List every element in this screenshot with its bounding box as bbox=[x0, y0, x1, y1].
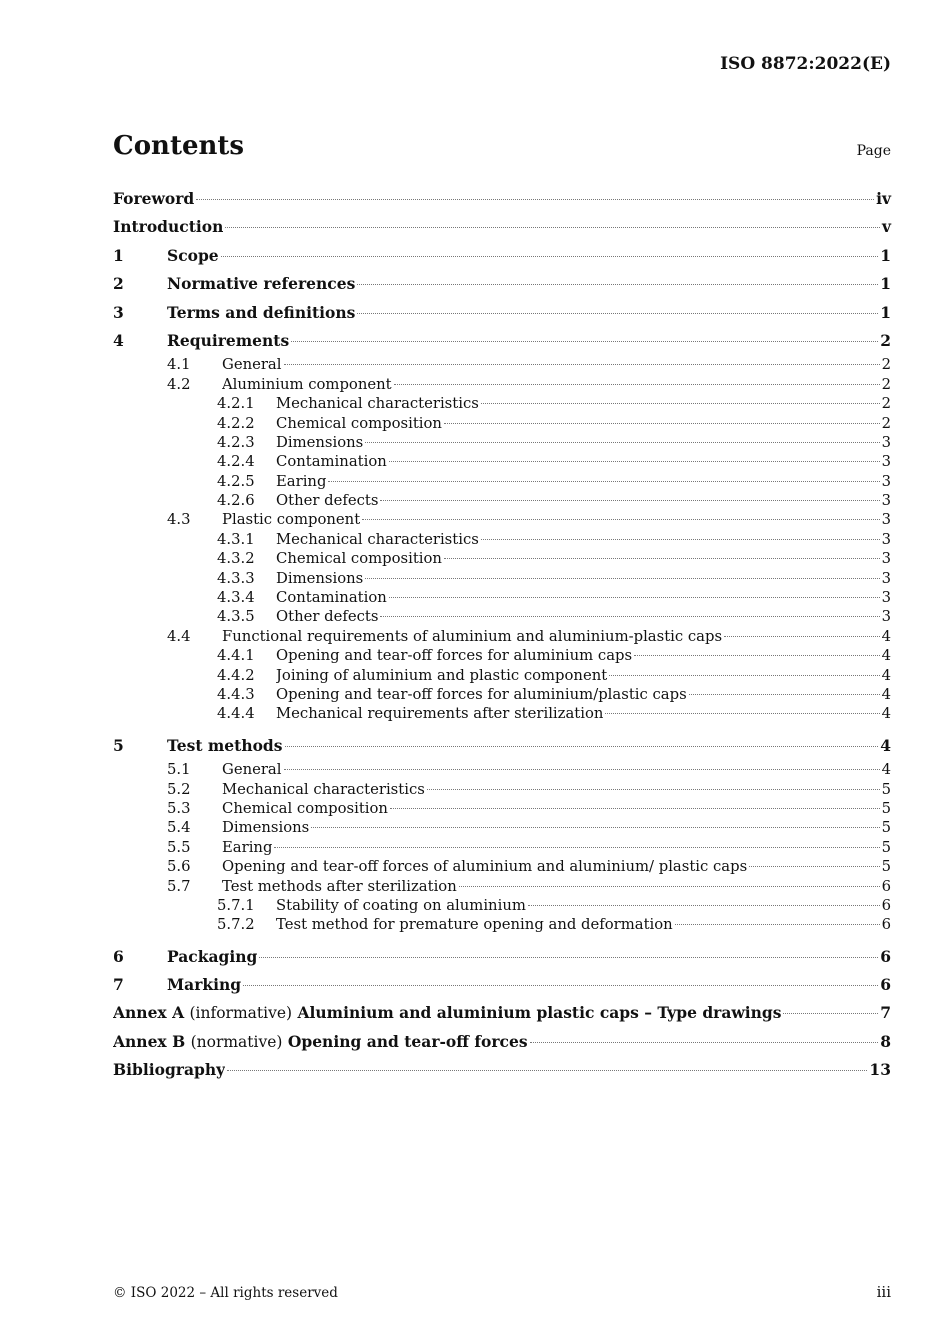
toc-entry[interactable] bbox=[113, 510, 891, 529]
toc-entry-page: 4 bbox=[881, 761, 891, 779]
dot-leader bbox=[605, 713, 879, 714]
toc-entry-number: 4.2.3 bbox=[217, 433, 255, 451]
dot-leader bbox=[783, 1013, 878, 1014]
document-id: ISO 8872:2022(E) bbox=[720, 54, 891, 74]
toc-entry-number: 4.2.4 bbox=[217, 453, 255, 471]
dot-leader bbox=[380, 616, 879, 617]
toc-entry[interactable] bbox=[113, 999, 891, 1027]
toc-entry-page: 3 bbox=[881, 453, 891, 471]
toc-entry[interactable] bbox=[113, 838, 891, 857]
toc-entry-page: 5 bbox=[881, 799, 891, 817]
annex-type-note: (normative) bbox=[190, 1032, 283, 1051]
toc-entry-title: Marking bbox=[167, 975, 242, 995]
toc-entry-page: 4 bbox=[881, 666, 891, 684]
toc-entry-title: General bbox=[222, 356, 282, 374]
toc-entry-page: 4 bbox=[881, 647, 891, 665]
dot-leader bbox=[328, 481, 879, 482]
toc-entry-title: Contamination bbox=[276, 589, 387, 607]
dot-leader bbox=[365, 578, 879, 579]
toc-entry-title: Mechanical characteristics bbox=[276, 530, 479, 548]
toc-entry-number: 4.4.3 bbox=[217, 685, 255, 703]
dot-leader bbox=[528, 905, 880, 906]
toc-entry-page: 3 bbox=[881, 433, 891, 451]
toc-entry-title: Joining of aluminium and plastic component bbox=[276, 666, 608, 684]
dot-leader bbox=[389, 597, 880, 598]
toc-entry-title: Test methods bbox=[167, 735, 283, 755]
toc-entry-page: 4 bbox=[881, 685, 891, 703]
toc-entry-number: 4.4.4 bbox=[217, 705, 255, 723]
copyright-notice: © ISO 2022 – All rights reserved bbox=[113, 1285, 338, 1301]
toc-entry-title: General bbox=[222, 761, 282, 779]
toc-entry-title: Dimensions bbox=[276, 569, 364, 587]
toc-entry-number: 4.4 bbox=[167, 627, 191, 645]
toc-entry[interactable] bbox=[113, 394, 891, 413]
dot-leader bbox=[724, 636, 880, 637]
toc-entry-title: Functional requirements of aluminium and aluminium-plastic caps bbox=[222, 627, 723, 645]
toc-entry-title: Mechanical requirements after sterilization bbox=[276, 705, 604, 723]
toc-entry[interactable] bbox=[113, 607, 891, 626]
toc-entry[interactable] bbox=[113, 270, 891, 298]
toc-entry[interactable] bbox=[113, 685, 891, 704]
toc-entry-page: 6 bbox=[880, 946, 891, 966]
toc-entry-page: 6 bbox=[881, 916, 891, 934]
toc-entry-title: Normative references bbox=[167, 274, 356, 294]
dot-leader bbox=[530, 1042, 879, 1043]
toc-entry[interactable] bbox=[113, 242, 891, 270]
toc-entry[interactable] bbox=[113, 452, 891, 471]
toc-entry-number: 5.7 bbox=[167, 877, 191, 895]
toc-entry-title: Stability of coating on aluminium bbox=[276, 896, 526, 914]
dot-leader bbox=[259, 957, 878, 958]
dot-leader bbox=[284, 769, 880, 770]
toc-entry[interactable] bbox=[113, 627, 891, 646]
toc-entry-page: 2 bbox=[880, 330, 891, 350]
toc-entry[interactable] bbox=[113, 569, 891, 588]
toc-entry[interactable] bbox=[113, 530, 891, 549]
toc-entry[interactable] bbox=[113, 943, 891, 971]
toc-entry[interactable] bbox=[113, 818, 891, 837]
toc-entry[interactable] bbox=[113, 1028, 891, 1056]
dot-leader bbox=[365, 442, 879, 443]
toc-entry-number: 4.4.2 bbox=[217, 666, 255, 684]
toc-entry[interactable] bbox=[113, 375, 891, 394]
toc-entry-page: 5 bbox=[881, 819, 891, 837]
toc-entry[interactable] bbox=[113, 433, 891, 452]
dot-leader bbox=[196, 199, 874, 200]
toc-entry-number: 4.3.4 bbox=[217, 589, 255, 607]
annex-title: Aluminium and aluminium plastic caps – Type drawings bbox=[297, 1003, 782, 1023]
toc-entry-number: 5.6 bbox=[167, 858, 191, 876]
toc-entry-number: 4.3.1 bbox=[217, 530, 255, 548]
toc-entry-title: Bibliography bbox=[113, 1060, 226, 1080]
toc-entry[interactable] bbox=[113, 1056, 891, 1084]
toc-entry-page: 3 bbox=[881, 530, 891, 548]
toc-entry[interactable] bbox=[113, 732, 891, 760]
dot-leader bbox=[427, 789, 880, 790]
dot-leader bbox=[459, 886, 880, 887]
toc-entry[interactable] bbox=[113, 896, 891, 915]
toc-entry-title: Test methods after sterilization bbox=[222, 877, 457, 895]
toc-entry-page: 3 bbox=[881, 608, 891, 626]
annex-title: Opening and tear-off forces bbox=[287, 1031, 528, 1051]
toc-entry[interactable] bbox=[113, 704, 891, 723]
toc-entry[interactable] bbox=[113, 588, 891, 607]
dot-leader bbox=[444, 558, 880, 559]
toc-entry-number: 4.2.1 bbox=[217, 395, 255, 413]
toc-entry-title: Foreword bbox=[113, 189, 195, 208]
toc-entry-page: 6 bbox=[880, 975, 891, 995]
toc-entry-page: 1 bbox=[880, 274, 891, 294]
toc-entry-page: 2 bbox=[881, 414, 891, 432]
toc-entry-page: 2 bbox=[881, 375, 891, 393]
toc-entry-title: Dimensions bbox=[222, 819, 310, 837]
toc-entry-page: 3 bbox=[881, 550, 891, 568]
toc-entry-page: 6 bbox=[881, 896, 891, 914]
toc-entry-page: iv bbox=[876, 189, 891, 208]
toc-entry[interactable] bbox=[113, 915, 891, 934]
toc-entry-page: 13 bbox=[869, 1060, 891, 1080]
toc-entry[interactable] bbox=[113, 491, 891, 510]
dot-leader bbox=[444, 423, 880, 424]
toc-entry-number: 5 bbox=[113, 735, 124, 755]
dot-leader bbox=[749, 866, 879, 867]
toc-entry-page: v bbox=[881, 217, 891, 237]
dot-leader bbox=[357, 284, 878, 285]
toc-entry-title: Introduction bbox=[113, 217, 224, 237]
toc-entry-title: Packaging bbox=[167, 946, 258, 966]
toc-entry-title: Terms and definitions bbox=[167, 302, 356, 322]
dot-leader bbox=[394, 384, 880, 385]
toc-entry-number: 5.3 bbox=[167, 799, 191, 817]
toc-entry-title: Mechanical characteristics bbox=[222, 780, 425, 798]
toc-entry-number: 5.5 bbox=[167, 838, 191, 856]
dot-leader bbox=[274, 847, 879, 848]
toc-entry-page: 8 bbox=[880, 1031, 891, 1051]
toc-entry-title: Dimensions bbox=[276, 433, 364, 451]
toc-entry-page: 3 bbox=[881, 492, 891, 510]
toc-entry[interactable] bbox=[113, 760, 891, 779]
toc-entry-page: 5 bbox=[881, 858, 891, 876]
toc-entry-page: 1 bbox=[880, 245, 891, 265]
toc-entry-page: 6 bbox=[881, 877, 891, 895]
toc-entry-title: Opening and tear-off forces for aluminium/plastic caps bbox=[276, 685, 687, 703]
dot-leader bbox=[357, 313, 878, 314]
toc-entry-title bbox=[113, 1028, 528, 1056]
toc-entry-number: 4.2.2 bbox=[217, 414, 255, 432]
dot-leader bbox=[221, 256, 879, 257]
toc-entry-title: Scope bbox=[167, 245, 219, 265]
dot-leader bbox=[481, 539, 880, 540]
toc-entry-page: 3 bbox=[881, 511, 891, 529]
toc-entry-title: Other defects bbox=[276, 608, 379, 626]
toc-entry-page: 1 bbox=[880, 302, 891, 322]
dot-leader bbox=[380, 500, 879, 501]
toc-entry-title: Opening and tear-off forces for aluminium caps bbox=[276, 647, 633, 665]
toc-entry-title: Chemical composition bbox=[276, 550, 442, 568]
toc-entry-title: Chemical composition bbox=[222, 799, 388, 817]
toc-entry-title: Earing bbox=[276, 472, 327, 490]
annex-label: Annex B bbox=[113, 1031, 186, 1051]
toc-entry-title: Contamination bbox=[276, 453, 387, 471]
toc-entry[interactable] bbox=[113, 666, 891, 685]
toc-entry[interactable] bbox=[113, 213, 891, 241]
toc-entry[interactable] bbox=[113, 799, 891, 818]
page-number: iii bbox=[876, 1283, 891, 1301]
toc-entry-number: 4.3.5 bbox=[217, 608, 255, 626]
toc-entry[interactable] bbox=[113, 549, 891, 568]
toc-entry-page: 5 bbox=[881, 780, 891, 798]
dot-leader bbox=[284, 364, 880, 365]
toc-entry-page: 3 bbox=[881, 569, 891, 587]
dot-leader bbox=[390, 808, 880, 809]
toc-entry-number: 4.1 bbox=[167, 356, 191, 374]
dot-leader bbox=[225, 227, 880, 228]
toc-entry-number: 5.2 bbox=[167, 780, 191, 798]
dot-leader bbox=[285, 746, 879, 747]
toc-entry-number: 2 bbox=[113, 274, 124, 294]
toc-entry-page: 3 bbox=[881, 589, 891, 607]
toc-entry-page: 3 bbox=[881, 472, 891, 490]
toc-entry-page: 7 bbox=[880, 1003, 891, 1023]
toc-entry-number: 3 bbox=[113, 302, 124, 322]
dot-leader bbox=[243, 985, 878, 986]
annex-label: Annex A bbox=[113, 1003, 185, 1023]
toc-entry[interactable] bbox=[113, 185, 891, 213]
toc-entry[interactable] bbox=[113, 971, 891, 999]
dot-leader bbox=[389, 461, 880, 462]
toc-entry-title: Aluminium component bbox=[222, 375, 392, 393]
toc-entry[interactable] bbox=[113, 299, 891, 327]
toc-entry[interactable] bbox=[113, 646, 891, 665]
toc-entry-number: 4.3.3 bbox=[217, 569, 255, 587]
table-of-contents bbox=[113, 185, 891, 1085]
toc-entry-title: Requirements bbox=[167, 330, 290, 350]
toc-entry-number: 4.2.5 bbox=[217, 472, 255, 490]
toc-entry-number: 4.4.1 bbox=[217, 647, 255, 665]
toc-entry-number: 5.7.1 bbox=[217, 896, 255, 914]
toc-entry-title: Test method for premature opening and deformation bbox=[276, 916, 673, 934]
toc-entry-number: 4.3 bbox=[167, 511, 191, 529]
toc-entry[interactable] bbox=[113, 414, 891, 433]
toc-entry-number: 6 bbox=[113, 946, 124, 966]
toc-entry-number: 4 bbox=[113, 330, 124, 350]
dot-leader bbox=[362, 519, 879, 520]
toc-entry-title: Plastic component bbox=[222, 511, 361, 529]
toc-entry-title: Mechanical characteristics bbox=[276, 395, 479, 413]
dot-leader bbox=[481, 403, 880, 404]
dot-leader bbox=[689, 694, 880, 695]
toc-entry[interactable] bbox=[113, 472, 891, 491]
dot-leader bbox=[675, 924, 880, 925]
toc-entry-number: 5.1 bbox=[167, 761, 191, 779]
toc-entry-number: 1 bbox=[113, 245, 124, 265]
page-title: Contents bbox=[113, 131, 245, 161]
toc-entry-number: 5.4 bbox=[167, 819, 191, 837]
toc-entry-number: 5.7.2 bbox=[217, 916, 255, 934]
toc-entry-page: 4 bbox=[880, 735, 891, 755]
toc-entry[interactable] bbox=[113, 355, 891, 374]
toc-entry-number: 4.2.6 bbox=[217, 492, 255, 510]
toc-entry-title: Opening and tear-off forces of aluminium and aluminium/ plastic caps bbox=[222, 858, 748, 876]
toc-entry-page: 5 bbox=[881, 838, 891, 856]
toc-entry-page: 2 bbox=[881, 395, 891, 413]
toc-entry[interactable] bbox=[113, 327, 891, 355]
toc-entry-title: Earing bbox=[222, 838, 273, 856]
toc-entry-page: 4 bbox=[881, 705, 891, 723]
toc-entry-number: 4.3.2 bbox=[217, 550, 255, 568]
toc-entry-number: 7 bbox=[113, 975, 124, 995]
dot-leader bbox=[609, 675, 879, 676]
toc-entry-title bbox=[113, 999, 781, 1027]
toc-entry[interactable] bbox=[113, 857, 891, 876]
dot-leader bbox=[634, 655, 879, 656]
toc-entry[interactable] bbox=[113, 877, 891, 896]
toc-entry-page: 2 bbox=[881, 356, 891, 374]
page-column-label: Page bbox=[856, 143, 891, 159]
annex-type-note: (informative) bbox=[189, 1004, 293, 1023]
dot-leader bbox=[227, 1070, 867, 1071]
toc-entry[interactable] bbox=[113, 780, 891, 799]
dot-leader bbox=[291, 341, 878, 342]
dot-leader bbox=[311, 827, 879, 828]
toc-entry-title: Other defects bbox=[276, 492, 379, 510]
toc-entry-page: 4 bbox=[881, 627, 891, 645]
toc-entry-number: 4.2 bbox=[167, 375, 191, 393]
toc-entry-title: Chemical composition bbox=[276, 414, 442, 432]
